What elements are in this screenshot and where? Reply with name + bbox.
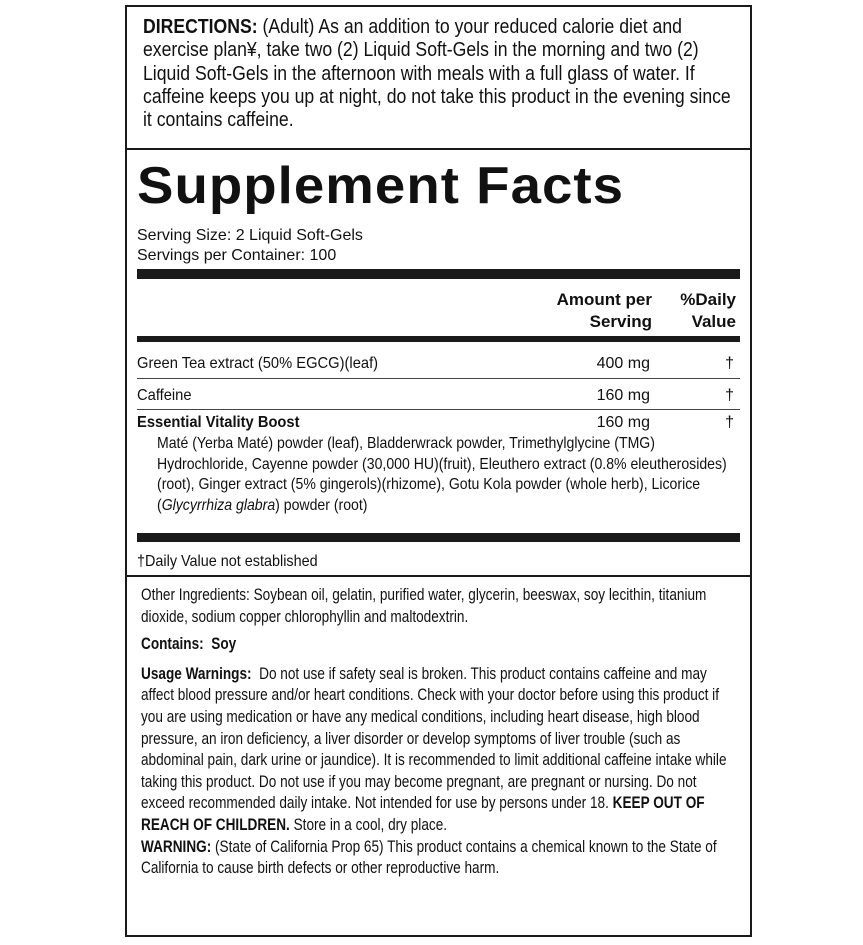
blend-amount: 160 mg — [596, 414, 650, 431]
contains-value: Soy — [211, 635, 237, 654]
prop65-warning — [141, 837, 737, 880]
directions-body: (Adult) As an addition to your reduced calorie diet and exercise plan¥, take two (2) Liquid Soft-Gels in the morning and two (2) Liquid Soft-Gels in the afternoon with meals with a full glass of water. If caffeine keeps you up at night, do not take this product in the evening since it contains caffeine. — [143, 15, 731, 132]
blend-dv: † — [725, 414, 734, 431]
other-info-section — [127, 577, 750, 880]
prop65-label: WARNING: — [141, 837, 212, 856]
directions-text — [143, 15, 736, 131]
daily-value-footnote: †Daily Value not established — [137, 553, 318, 570]
facts-title: Supplement Facts — [137, 157, 625, 215]
supplement-facts-panel — [127, 150, 750, 577]
usage-warnings-text: Do not use if safety seal is broken. This product contains caffeine and may affect blood pressure and/or heart conditions. Check with your doctor before using this product if you are using medication or have any medical conditions, including heart disease, high blood pressure, an iron deficiency, a liver disorder or develop symptoms of liver trouble (such as abdominal pain, dark urine or jaundice). It is recommended to limit additional caffeine intake while taking this product. Do not use if you may become pregnant, are pregnant or nursing. Do not exceed recommended daily intake. Not intended for use by persons under 18. — [141, 664, 727, 813]
contains-line — [141, 634, 737, 656]
blend-ingredients-text: Maté (Yerba Maté) powder (leaf), Bladderwrack powder, Trimethylglycine (TMG) Hydrochloride, Cayenne powder (30,000 HU)(fruit), Eleuthero extract (0.8% eleutherosides)(root), Ginger extract (5% gingerols)(rhizome), Gotu Kola powder (whole herb), Licorice ( — [157, 435, 727, 514]
supplement-label — [125, 5, 752, 937]
row-divider — [137, 378, 740, 379]
directions-section — [127, 7, 750, 150]
col-dv-header-2: Value — [691, 312, 736, 331]
nutrient-dv: † — [725, 387, 734, 404]
medium-divider — [137, 336, 740, 342]
nutrient-amount: 160 mg — [596, 387, 650, 404]
usage-warnings — [141, 664, 737, 837]
other-ingredients: Other Ingredients: Soybean oil, gelatin, purified water, glycerin, beeswax, soy lecithin, titanium dioxide, sodium copper chlorophyllin and maltodextrin. — [141, 586, 707, 626]
col-dv-header-1: %Daily — [680, 290, 736, 309]
thick-divider-top — [137, 269, 740, 279]
col-amount-header-1: Amount per — [556, 290, 652, 309]
blend-ingredients-tail: ) powder (root) — [275, 496, 368, 514]
col-amount-header-2: Serving — [589, 312, 652, 331]
servings-per-container: Servings per Container: 100 — [137, 247, 337, 264]
blend-latin-name: Glycyrrhiza glabra — [161, 496, 276, 514]
other-info-text — [141, 585, 737, 880]
thick-divider-bottom — [137, 533, 740, 542]
nutrient-name: Caffeine — [137, 387, 192, 404]
blend-name: Essential Vitality Boost — [137, 414, 300, 431]
keep-out-warning: KEEP OUT OF REACH OF CHILDREN. — [141, 794, 705, 834]
contains-label: Contains: — [141, 635, 204, 654]
usage-warnings-label: Usage Warnings: — [141, 664, 252, 683]
nutrient-name: Green Tea extract (50% EGCG)(leaf) — [137, 355, 379, 372]
storage-text: Store in a cool, dry place. — [293, 815, 448, 834]
prop65-text: (State of California Prop 65) This product contains a chemical known to the State of California to cause birth defects or other reproductive harm. — [141, 837, 717, 878]
serving-size: Serving Size: 2 Liquid Soft-Gels — [137, 227, 363, 244]
blend-ingredients — [157, 434, 738, 516]
nutrient-dv: † — [725, 355, 734, 372]
row-divider — [137, 409, 740, 410]
directions-heading: DIRECTIONS: — [143, 15, 258, 38]
nutrient-amount: 400 mg — [596, 355, 650, 372]
